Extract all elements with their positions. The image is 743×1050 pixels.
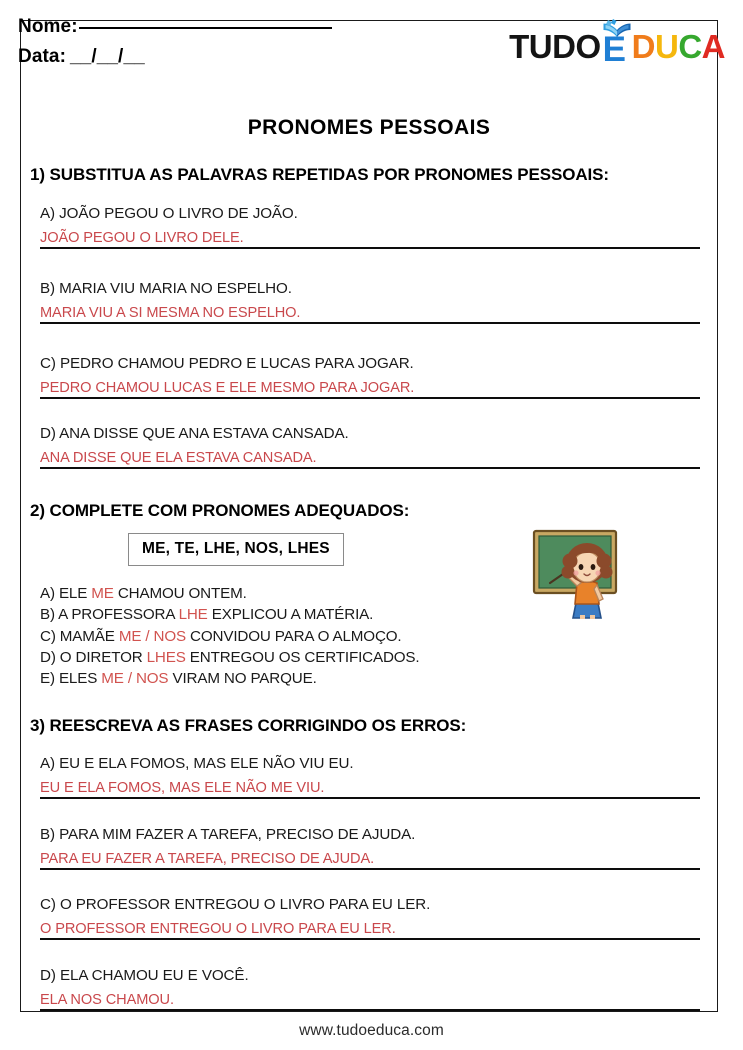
worksheet-header [18,12,733,90]
fill-row-b [40,604,420,625]
answer-line[interactable] [40,775,700,799]
date-blank-line[interactable]: __/__/__ [70,46,145,67]
answer-text: O PROFESSOR ENTREGOU O LIVRO PARA EU LER. [40,921,396,937]
fill-text-after: ENTREGOU OS CERTIFICADOS. [185,648,420,666]
logo-letter-e: E [602,30,626,69]
fill-answer: LHE [178,606,208,624]
question-prompt: A) EU E ELA FOMOS, MAS ELE NÃO VIU EU. [40,755,354,772]
fill-answer: ME / NOS [101,670,169,688]
fill-text-before: E) ELES [40,670,102,688]
answer-text: MARIA VIU A SI MESMA NO ESPELHO. [40,305,301,321]
answer-text: ELA NOS CHAMOU. [40,992,174,1008]
fill-text-after: CONVIDOU PARA O ALMOÇO. [185,627,402,645]
answer-line[interactable] [40,375,700,399]
answer-line[interactable] [40,987,700,1011]
question-1a [40,205,700,249]
fill-text-after: EXPLICOU A MATÉRIA. [207,606,374,624]
question-3a [40,755,700,799]
question-3c [40,896,700,940]
fill-text-before: C) MAMÃE [40,627,119,645]
date-label: Data: [18,46,67,67]
fill-text-before: D) O DIRETOR [40,648,147,666]
fill-text-after: VIRAM NO PARQUE. [168,670,317,688]
question-prompt: B) PARA MIM FAZER A TAREFA, PRECISO DE AJUDA. [40,826,416,843]
fill-row-a [40,583,420,604]
logo-letter-u: U [654,27,679,65]
question-3b [40,826,700,870]
answer-text: EU E ELA FOMOS, MAS ELE NÃO ME VIU. [40,780,325,796]
answer-text: PEDRO CHAMOU LUCAS E ELE MESMO PARA JOGAR. [40,380,415,396]
logo-letter-d: D [631,27,655,65]
question-prompt: A) JOÃO PEGOU O LIVRO DE JOÃO. [40,205,298,222]
name-blank-line[interactable] [79,27,332,29]
fill-row-c [40,626,420,647]
answer-text: JOÃO PEGOU O LIVRO DELE. [40,230,244,246]
question-1c [40,355,700,399]
teacher-at-chalkboard-illustration [528,527,636,619]
logo-letter-e-group [601,25,632,67]
answer-line[interactable] [40,225,700,249]
logo-letter-a: A [701,27,725,65]
question-prompt: B) MARIA VIU MARIA NO ESPELHO. [40,280,292,297]
question-prompt: C) PEDRO CHAMOU PEDRO E LUCAS PARA JOGAR. [40,355,414,372]
question-1d [40,425,700,469]
answer-line[interactable] [40,916,700,940]
question-1b [40,280,700,324]
answer-line[interactable] [40,300,700,324]
fill-row-d [40,647,420,668]
fill-answer: LHES [146,648,186,666]
fill-text-before: B) A PROFESSORA [40,606,179,624]
logo-letter-c: C [678,27,702,65]
footer-website-url[interactable]: www.tudoeduca.com [299,1022,444,1039]
answer-line[interactable] [40,846,700,870]
fill-text-before: A) ELE [40,585,92,602]
name-label: Nome: [18,16,78,37]
fill-row-e [40,668,420,689]
fill-text-after: CHAMOU ONTEM. [113,585,247,602]
section-heading-2: 2) COMPLETE COM PRONOMES ADEQUADOS: [30,501,410,520]
answer-line[interactable] [40,445,700,469]
tudoeduca-logo [509,20,725,72]
answer-text: ANA DISSE QUE ELA ESTAVA CANSADA. [40,450,317,466]
question-prompt: D) ANA DISSE QUE ANA ESTAVA CANSADA. [40,425,349,442]
fill-answer: ME [91,585,114,602]
page-title: PRONOMES PESSOAIS [247,116,491,139]
fill-answer: ME / NOS [118,627,186,645]
question-prompt: C) O PROFESSOR ENTREGOU O LIVRO PARA EU LER. [40,896,431,913]
question-prompt: D) ELA CHAMOU EU E VOCÊ. [40,967,249,984]
question-3d [40,967,700,1011]
word-bank-box: ME, TE, LHE, NOS, LHES [128,533,344,566]
logo-text-tudo: TUDO [509,27,601,65]
section-heading-1: 1) SUBSTITUA AS PALAVRAS REPETIDAS POR PRONOMES PESSOAIS: [30,165,609,184]
fill-in-list [40,583,420,689]
answer-text: PARA EU FAZER A TAREFA, PRECISO DE AJUDA. [40,851,375,867]
section-heading-3: 3) REESCREVA AS FRASES CORRIGINDO OS ERROS: [30,716,467,735]
